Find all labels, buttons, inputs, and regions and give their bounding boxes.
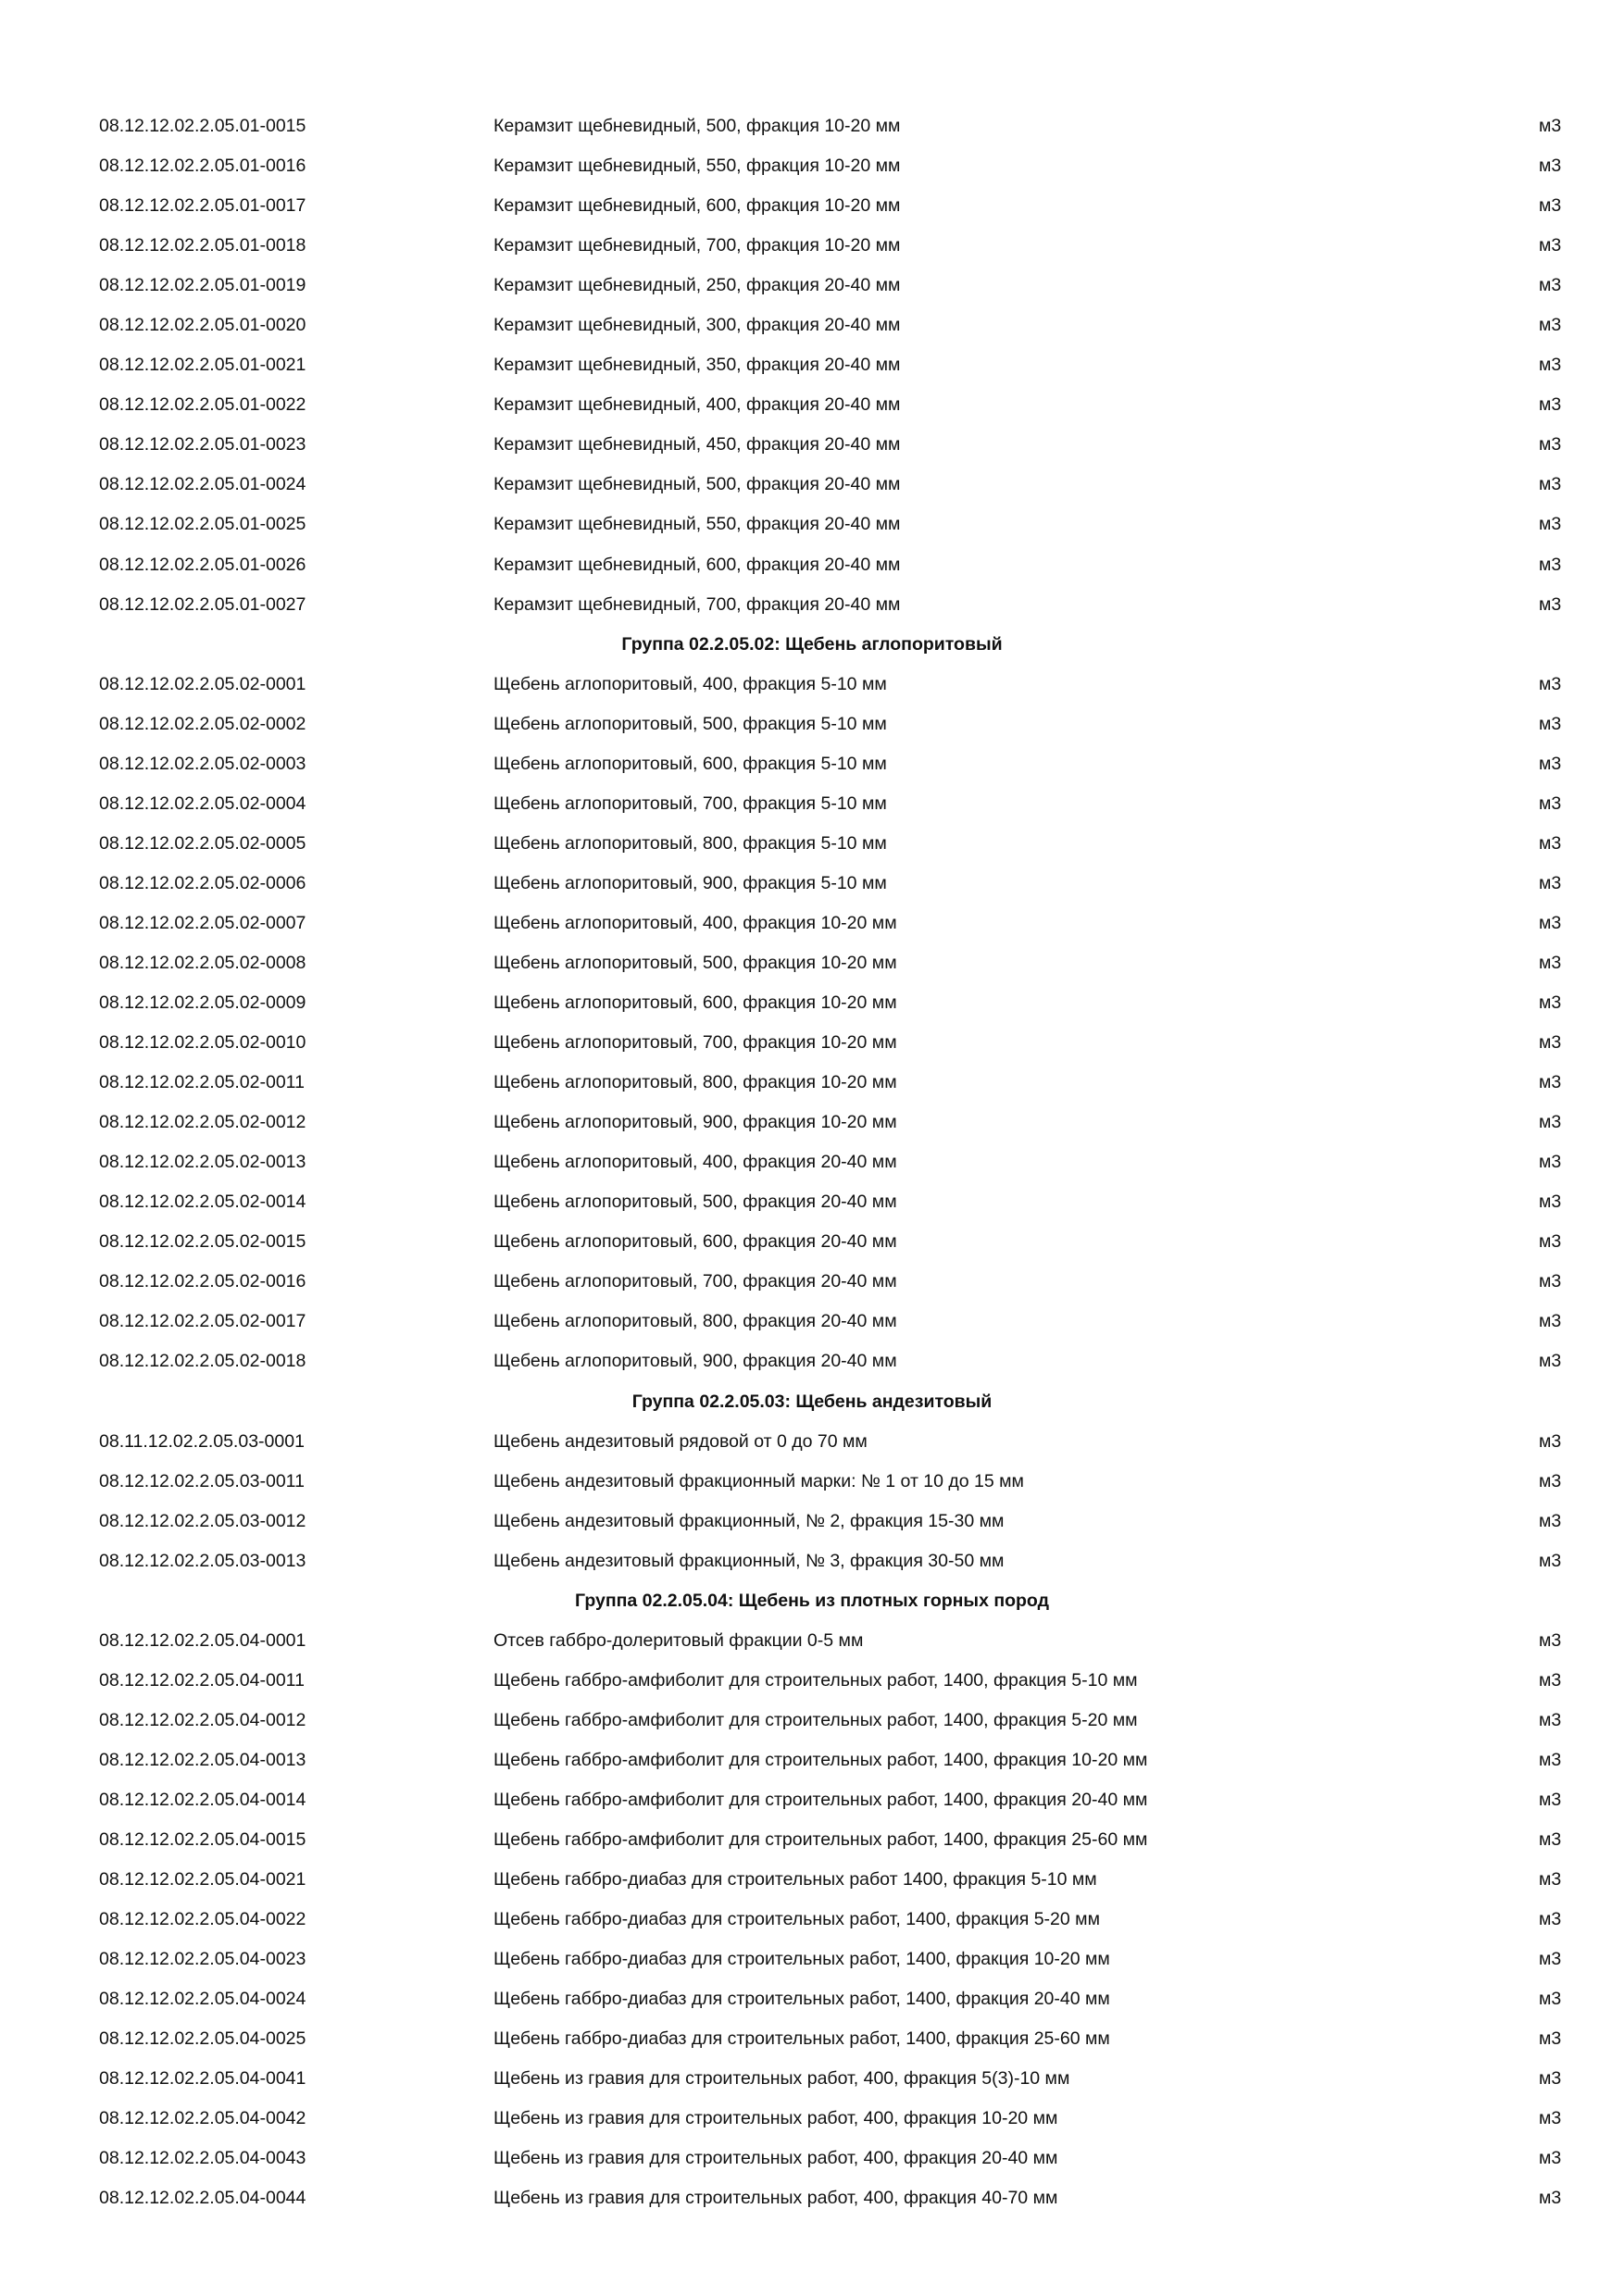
resource-code: 08.11.12.02.2.05.03-0001 (99, 1430, 305, 1452)
resource-name: Щебень из гравия для строительных работ, 400, фракция 10-20 мм (493, 2108, 1058, 2129)
unit-of-measure: м3 (1539, 394, 1562, 416)
resource-code: 08.12.12.02.2.05.02-0008 (99, 952, 306, 973)
table-row (0, 983, 1624, 1023)
unit-of-measure: м3 (1539, 1629, 1562, 1651)
resource-name: Керамзит щебневидный, 250, фракция 20-40 мм (493, 275, 901, 296)
resource-code: 08.12.12.02.2.05.04-0025 (99, 2028, 306, 2050)
table-row (0, 1063, 1624, 1103)
resource-code: 08.12.12.02.2.05.02-0002 (99, 713, 306, 734)
resource-code: 08.12.12.02.2.05.03-0012 (99, 1510, 306, 1531)
resource-code: 08.12.12.02.2.05.04-0024 (99, 1989, 306, 2010)
resource-code: 08.12.12.02.2.05.02-0016 (99, 1271, 306, 1292)
resource-code: 08.12.12.02.2.05.02-0015 (99, 1231, 306, 1253)
resource-code: 08.12.12.02.2.05.02-0010 (99, 1032, 306, 1054)
table-row (0, 1262, 1624, 1302)
resource-name: Щебень габбро-диабаз для строительных работ, 1400, фракция 5-20 мм (493, 1909, 1100, 1930)
unit-of-measure: м3 (1539, 1192, 1562, 1213)
table-row (0, 146, 1624, 186)
table-row (0, 1422, 1624, 1462)
table-row (0, 1979, 1624, 2019)
unit-of-measure: м3 (1539, 1112, 1562, 1133)
resource-code: 08.12.12.02.2.05.02-0011 (99, 1072, 305, 1093)
resource-code: 08.12.12.02.2.05.04-0012 (99, 1709, 306, 1730)
resource-name: Щебень из гравия для строительных работ, 400, фракция 40-70 мм (493, 2188, 1058, 2209)
resource-name: Щебень аглопоритовый, 800, фракция 20-40 мм (493, 1311, 897, 1332)
resource-name: Щебень из гравия для строительных работ, 400, фракция 5(3)-10 мм (493, 2068, 1070, 2090)
resource-code: 08.12.12.02.2.05.04-0022 (99, 1909, 306, 1930)
resource-code: 08.12.12.02.2.05.03-0013 (99, 1550, 306, 1571)
unit-of-measure: м3 (1539, 1789, 1562, 1810)
group-title: Группа 02.2.05.03: Щебень андезитовый (631, 1391, 993, 1412)
table-row (0, 1341, 1624, 1381)
resource-code: 08.12.12.02.2.05.04-0044 (99, 2188, 306, 2209)
resource-code: 08.12.12.02.2.05.02-0004 (99, 792, 306, 814)
resource-name: Щебень габбро-амфиболит для строительных работ, 1400, фракция 5-20 мм (493, 1709, 1138, 1730)
resource-name: Щебень аглопоритовый, 900, фракция 5-10 мм (493, 872, 887, 893)
unit-of-measure: м3 (1539, 1550, 1562, 1571)
resource-name: Щебень аглопоритовый, 600, фракция 20-40 мм (493, 1231, 897, 1253)
resource-name: Щебень аглопоритовый, 800, фракция 10-20 мм (493, 1072, 897, 1093)
resource-name: Щебень аглопоритовый, 700, фракция 20-40 мм (493, 1271, 897, 1292)
unit-of-measure: м3 (1539, 1032, 1562, 1054)
unit-of-measure: м3 (1539, 514, 1562, 535)
resource-name: Щебень андезитовый фракционный, № 2, фракция 15-30 мм (493, 1510, 1005, 1531)
table-row (0, 1741, 1624, 1780)
resource-name: Щебень аглопоритовый, 500, фракция 5-10 мм (493, 713, 887, 734)
resource-name: Щебень аглопоритовый, 500, фракция 10-20 мм (493, 952, 897, 973)
table-row (0, 1621, 1624, 1661)
resource-code: 08.12.12.02.2.05.04-0041 (99, 2068, 306, 2090)
unit-of-measure: м3 (1539, 832, 1562, 854)
resource-code: 08.12.12.02.2.05.01-0019 (99, 275, 306, 296)
resource-name: Керамзит щебневидный, 550, фракция 10-20 мм (493, 156, 901, 177)
resource-name: Щебень габбро-амфиболит для строительных работ, 1400, фракция 20-40 мм (493, 1789, 1148, 1810)
unit-of-measure: м3 (1539, 753, 1562, 774)
table-row (0, 1222, 1624, 1262)
resource-name: Керамзит щебневидный, 600, фракция 10-20 мм (493, 195, 901, 217)
resource-code: 08.12.12.02.2.05.02-0005 (99, 832, 306, 854)
group-title: Группа 02.2.05.02: Щебень аглопоритовый (621, 633, 1003, 655)
unit-of-measure: м3 (1539, 2108, 1562, 2129)
table-row (0, 106, 1624, 146)
table-row (0, 1302, 1624, 1341)
resource-code: 08.12.12.02.2.05.04-0013 (99, 1749, 306, 1770)
resource-name: Щебень аглопоритовый, 900, фракция 10-20 мм (493, 1112, 897, 1133)
resource-code: 08.12.12.02.2.05.01-0020 (99, 315, 306, 336)
unit-of-measure: м3 (1539, 235, 1562, 256)
resource-name: Щебень андезитовый фракционный марки: № 1 от 10 до 15 мм (493, 1470, 1024, 1491)
resource-name: Щебень андезитовый рядовой от 0 до 70 мм (493, 1430, 868, 1452)
unit-of-measure: м3 (1539, 1072, 1562, 1093)
table-row (0, 1142, 1624, 1182)
resource-name: Щебень габбро-амфиболит для строительных работ, 1400, фракция 25-60 мм (493, 1829, 1148, 1851)
resource-code: 08.12.12.02.2.05.04-0042 (99, 2108, 306, 2129)
resource-code: 08.12.12.02.2.05.02-0006 (99, 872, 306, 893)
resource-name: Щебень габбро-диабаз для строительных работ, 1400, фракция 20-40 мм (493, 1989, 1110, 2010)
resource-name: Щебень андезитовый фракционный, № 3, фракция 30-50 мм (493, 1550, 1005, 1571)
resource-code: 08.12.12.02.2.05.04-0014 (99, 1789, 306, 1810)
resource-name: Щебень аглопоритовый, 400, фракция 20-40 мм (493, 1152, 897, 1173)
table-row (0, 1023, 1624, 1063)
resource-name: Щебень аглопоритовый, 800, фракция 5-10 мм (493, 832, 887, 854)
table-row (0, 465, 1624, 505)
table-row (0, 1900, 1624, 1940)
table-row (0, 306, 1624, 345)
resource-name: Щебень габбро-диабаз для строительных работ, 1400, фракция 10-20 мм (493, 1949, 1110, 1970)
resource-code: 08.12.12.02.2.05.02-0007 (99, 912, 306, 933)
unit-of-measure: м3 (1539, 792, 1562, 814)
table-row (0, 904, 1624, 943)
resource-code: 08.12.12.02.2.05.02-0017 (99, 1311, 306, 1332)
unit-of-measure: м3 (1539, 1351, 1562, 1372)
unit-of-measure: м3 (1539, 2148, 1562, 2169)
table-row (0, 1462, 1624, 1502)
table-row (0, 2178, 1624, 2218)
unit-of-measure: м3 (1539, 1430, 1562, 1452)
table-row (0, 1502, 1624, 1541)
resource-name: Отсев габбро-долеритовый фракции 0-5 мм (493, 1629, 864, 1651)
unit-of-measure: м3 (1539, 1271, 1562, 1292)
unit-of-measure: м3 (1539, 1749, 1562, 1770)
resource-name: Щебень габбро-диабаз для строительных работ, 1400, фракция 25-60 мм (493, 2028, 1110, 2050)
table-row (0, 1541, 1624, 1581)
resource-code: 08.12.12.02.2.05.01-0027 (99, 593, 306, 615)
unit-of-measure: м3 (1539, 673, 1562, 694)
table-row (0, 1860, 1624, 1900)
unit-of-measure: м3 (1539, 1909, 1562, 1930)
resource-code: 08.12.12.02.2.05.03-0011 (99, 1470, 305, 1491)
table-row (0, 744, 1624, 784)
unit-of-measure: м3 (1539, 1231, 1562, 1253)
resource-code: 08.12.12.02.2.05.02-0014 (99, 1192, 306, 1213)
table-row (0, 784, 1624, 824)
resource-name: Щебень аглопоритовый, 700, фракция 5-10 мм (493, 792, 887, 814)
resource-name: Щебень аглопоритовый, 600, фракция 10-20 мм (493, 992, 897, 1014)
unit-of-measure: м3 (1539, 2028, 1562, 2050)
resource-name: Керамзит щебневидный, 550, фракция 20-40 мм (493, 514, 901, 535)
table-row (0, 385, 1624, 425)
table-row (0, 226, 1624, 266)
resource-code: 08.12.12.02.2.05.01-0023 (99, 434, 306, 455)
resource-name: Щебень из гравия для строительных работ, 400, фракция 20-40 мм (493, 2148, 1058, 2169)
unit-of-measure: м3 (1539, 593, 1562, 615)
unit-of-measure: м3 (1539, 474, 1562, 495)
resource-code: 08.12.12.02.2.05.04-0023 (99, 1949, 306, 1970)
group-header-row (0, 625, 1624, 665)
table-row (0, 824, 1624, 864)
resource-name: Керамзит щебневидный, 700, фракция 10-20 мм (493, 235, 901, 256)
resource-code: 08.12.12.02.2.05.02-0012 (99, 1112, 306, 1133)
resource-code: 08.12.12.02.2.05.01-0022 (99, 394, 306, 416)
table-row (0, 585, 1624, 625)
table-row (0, 1103, 1624, 1142)
table-row (0, 2139, 1624, 2178)
resource-name: Керамзит щебневидный, 350, фракция 20-40 мм (493, 355, 901, 376)
unit-of-measure: м3 (1539, 156, 1562, 177)
unit-of-measure: м3 (1539, 116, 1562, 136)
resource-name: Щебень аглопоритовый, 600, фракция 5-10 мм (493, 753, 887, 774)
resource-name: Щебень аглопоритовый, 400, фракция 10-20 мм (493, 912, 897, 933)
resource-name: Щебень аглопоритовый, 400, фракция 5-10 мм (493, 673, 887, 694)
unit-of-measure: м3 (1539, 1949, 1562, 1970)
resource-code: 08.12.12.02.2.05.04-0015 (99, 1829, 306, 1851)
unit-of-measure: м3 (1539, 1669, 1562, 1691)
unit-of-measure: м3 (1539, 992, 1562, 1014)
table-row (0, 1701, 1624, 1741)
table-row (0, 864, 1624, 904)
unit-of-measure: м3 (1539, 2188, 1562, 2209)
resource-name: Керамзит щебневидный, 450, фракция 20-40 мм (493, 434, 901, 455)
unit-of-measure: м3 (1539, 1709, 1562, 1730)
resource-code: 08.12.12.02.2.05.01-0021 (99, 355, 306, 376)
unit-of-measure: м3 (1539, 554, 1562, 575)
table-row (0, 2099, 1624, 2139)
group-header-row (0, 1581, 1624, 1621)
resource-code: 08.12.12.02.2.05.04-0043 (99, 2148, 306, 2169)
resource-code: 08.12.12.02.2.05.04-0021 (99, 1869, 306, 1890)
resource-code: 08.12.12.02.2.05.01-0015 (99, 116, 306, 136)
resource-code: 08.12.12.02.2.05.02-0003 (99, 753, 306, 774)
table-row (0, 705, 1624, 744)
resource-name: Щебень аглопоритовый, 900, фракция 20-40 мм (493, 1351, 897, 1372)
resource-name: Щебень габбро-амфиболит для строительных работ, 1400, фракция 5-10 мм (493, 1669, 1138, 1691)
resource-name: Керамзит щебневидный, 300, фракция 20-40 мм (493, 315, 901, 336)
unit-of-measure: м3 (1539, 1869, 1562, 1890)
resource-code: 08.12.12.02.2.05.02-0001 (99, 673, 306, 694)
resource-name: Керамзит щебневидный, 400, фракция 20-40 мм (493, 394, 901, 416)
resource-name: Керамзит щебневидный, 700, фракция 20-40 мм (493, 593, 901, 615)
resource-name: Керамзит щебневидный, 600, фракция 20-40 мм (493, 554, 901, 575)
unit-of-measure: м3 (1539, 2068, 1562, 2090)
unit-of-measure: м3 (1539, 1829, 1562, 1851)
table-row (0, 345, 1624, 385)
resource-name: Щебень габбро-диабаз для строительных работ 1400, фракция 5-10 мм (493, 1869, 1097, 1890)
table-row (0, 545, 1624, 585)
resource-name: Щебень аглопоритовый, 500, фракция 20-40 мм (493, 1192, 897, 1213)
table-row (0, 1182, 1624, 1222)
table-row (0, 425, 1624, 465)
unit-of-measure: м3 (1539, 434, 1562, 455)
unit-of-measure: м3 (1539, 1311, 1562, 1332)
document-table (0, 106, 1624, 2218)
unit-of-measure: м3 (1539, 1470, 1562, 1491)
table-row (0, 505, 1624, 544)
unit-of-measure: м3 (1539, 275, 1562, 296)
resource-code: 08.12.12.02.2.05.04-0011 (99, 1669, 305, 1691)
table-row (0, 1940, 1624, 1979)
resource-code: 08.12.12.02.2.05.04-0001 (99, 1629, 306, 1651)
table-row (0, 665, 1624, 705)
unit-of-measure: м3 (1539, 195, 1562, 217)
unit-of-measure: м3 (1539, 355, 1562, 376)
resource-code: 08.12.12.02.2.05.01-0025 (99, 514, 306, 535)
table-row (0, 1780, 1624, 1820)
resource-code: 08.12.12.02.2.05.02-0018 (99, 1351, 306, 1372)
resource-name: Щебень аглопоритовый, 700, фракция 10-20 мм (493, 1032, 897, 1054)
table-row (0, 186, 1624, 226)
unit-of-measure: м3 (1539, 952, 1562, 973)
resource-name: Керамзит щебневидный, 500, фракция 10-20 мм (493, 116, 901, 136)
table-row (0, 943, 1624, 983)
resource-name: Керамзит щебневидный, 500, фракция 20-40 мм (493, 474, 901, 495)
table-row (0, 2059, 1624, 2099)
unit-of-measure: м3 (1539, 1510, 1562, 1531)
table-row (0, 1820, 1624, 1860)
resource-code: 08.12.12.02.2.05.02-0013 (99, 1152, 306, 1173)
unit-of-measure: м3 (1539, 315, 1562, 336)
resource-code: 08.12.12.02.2.05.02-0009 (99, 992, 306, 1014)
resource-code: 08.12.12.02.2.05.01-0017 (99, 195, 306, 217)
table-row (0, 266, 1624, 306)
resource-name: Щебень габбро-амфиболит для строительных работ, 1400, фракция 10-20 мм (493, 1749, 1148, 1770)
group-header-row (0, 1382, 1624, 1422)
unit-of-measure: м3 (1539, 1152, 1562, 1173)
resource-code: 08.12.12.02.2.05.01-0016 (99, 156, 306, 177)
unit-of-measure: м3 (1539, 912, 1562, 933)
resource-code: 08.12.12.02.2.05.01-0018 (99, 235, 306, 256)
group-title: Группа 02.2.05.04: Щебень из плотных горных пород (575, 1590, 1049, 1611)
resource-code: 08.12.12.02.2.05.01-0026 (99, 554, 306, 575)
unit-of-measure: м3 (1539, 872, 1562, 893)
resource-code: 08.12.12.02.2.05.01-0024 (99, 474, 306, 495)
unit-of-measure: м3 (1539, 1989, 1562, 2010)
table-row (0, 1661, 1624, 1701)
unit-of-measure: м3 (1539, 713, 1562, 734)
table-row (0, 2019, 1624, 2059)
